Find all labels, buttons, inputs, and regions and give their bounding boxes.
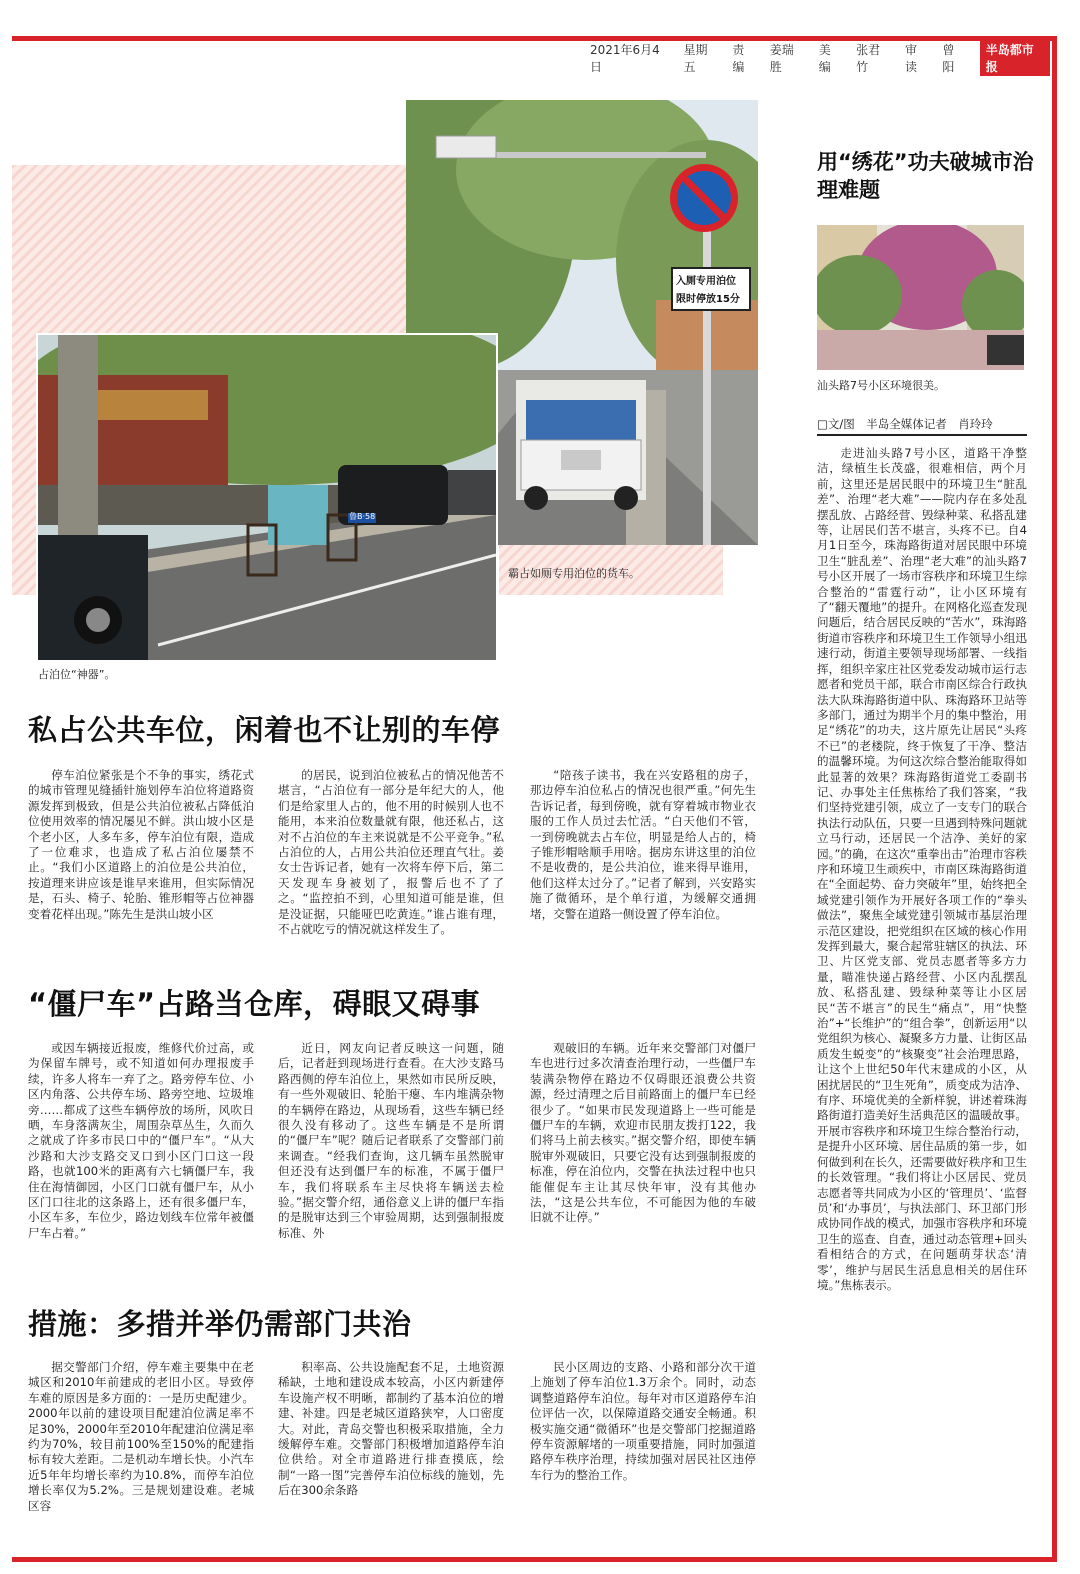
photo-parking-occupied — [36, 333, 498, 662]
section3-headline: 措施：多措并举仍需部门共治 — [28, 1307, 412, 1341]
sidebar-byline: □文/图 半岛全媒体记者 肖玲玲 — [817, 416, 1027, 436]
caption-neighborhood: 汕头路7号小区环境很美。 — [817, 379, 945, 392]
sidebar-body-text: 走进汕头路7号小区，道路干净整洁，绿植生长茂盛，很难相信，两个月前，这里还是居民眼中的环境卫生“脏乱差”、治理“老大难”——院内存在多处乱摆乱放、占路经营、毁绿种菜、私搭乱建等，让居民们苦不堪言，头疼不已。自4月1日至今，珠海路街道对居民眼中环境卫生“脏乱差”、治理“老大难”的汕头路7号小区开展了一场市容秩序和环境卫生综合整治的“雷霆行动”，让小区环境有了“翻天覆地”的提升。在网格化巡查发现问题后，结合居民反映的“苦水”，珠海路街道市容秩序和环境卫生工作领导小组迅速行动，街道主要领导现场部署、一线指挥，组织辛家庄社区党委发动城市运行志愿者和党员干部，联合市南区综合行政执法大队珠海路街道中队、珠海路环卫站等多部门，通过为期半个月的集中整治，用足“绣花”的功夫，这片原先让居民“头疼不已”的老楼院，终于恢复了干净、整洁的温馨环境。为何这次综合整治能取得如此显著的效果？珠海路街道党工委副书记、办事处主任焦栋给了我们答案，“我们坚持党建引领，成立了一支专门的联合执法行动队伍，只要一旦遇到特殊问题就立马行动，还居民一个洁净、美好的家园。”的确，在这次“重拳出击”治理市容秩序和环境卫生顽疾中，市南区珠海路街道在“全面起势、奋力突破年”里，始终把全域党建引领作为开展好各项工作的“拳头做法”，聚焦全域党建引领城市基层治理示范区建设，把党组织在区域的核心作用发挥到最大，聚合起常驻辖区的执法、环卫、片区党支部、党员志愿者等多方力量，瞄准快递占路经营、小区内乱摆乱放、私搭乱建、毁绿种菜等让小区居民“苦不堪言”的民生“痛点”，用“快整治”+“长维护”的“组合拳”，创新运用“以党组织为核心、凝聚多方力量、让街区品质发生蜕变”的“核聚变”社会治理思路，让这个上世纪50年代末建成的小区，从困扰居民的“卫生死角”，质变成为洁净、有序、环境优美的全新样貌，讲述着珠海路街道打造美好生活典范区的温暖故事。开展市容秩序和环境卫生综合整治行动，是提升小区环境、居住品质的第一步，如何做到利在长久，还需要做好秩序和卫生的长效管理。“我们将让小区居民、党员志愿者等共同成为小区的‘管理员’、‘监督员’和‘办事员’，与执法部门、环卫部门形成协同作战的模式，加强市容秩序和环境卫生的巡查、自查，通过动态管理+回头看相结合的方式，在问题萌芽状态‘清零’，维护与居民生活息息相关的居住环境。”焦栋表示。 — [817, 446, 1027, 1292]
sidebar-title: 用“绣花”功夫破城市治理难题 — [817, 150, 1034, 202]
section1-col2-text: 的居民，说到泊位被私占的情况他苦不堪言，“占泊位有一部分是年纪大的人，他们是给家里人占的，他不用的时候别人也不能用，本来泊位数量就有限，他还私占，这对不占泊位的车主来说就是不公平竞争。”私占泊位的人，占用公共泊位还理直气壮。姜女士告诉记者，她有一次将车停下后，第二天发现车身被划了，报警后也不了了之。“监控拍不到，心里知道可能是谁，但是没证据，只能哑巴吃黄连。”谁占谁有理，不占就吃亏的情况就这样发生了。 — [278, 768, 504, 937]
section3-col3-text: 民小区周边的支路、小路和部分次干道上施划了停车泊位1.3万余个。同时，动态调整道路停车泊位。每年对市区道路停车泊位评估一次，以保障道路交通安全畅通。积极实施交通“微循环”也是交警部门挖掘道路停车资源解堵的一项重要措施，同时加强道路停车秩序治理，持续加强对居民社区违停车行为的整治工作。 — [530, 1360, 756, 1482]
issue-date: 2021年6月4日 — [589, 43, 660, 74]
section2-col1-text: 或因车辆接近报废，维修代价过高，或为保留车牌号，或不知道如何办理报废手续，许多人将车一弃了之。路旁停车位、小区内角落、公共停车场、路旁空地、垃圾堆旁……都成了这些车辆停放的场所，风吹日晒，车身落满灰尘，周围杂草丛生，久而久之就成了许多市民口中的“僵尸车”。“从大沙路和大沙支路交叉口到小区门口这一段路，也就100米的距离有六七辆僵尸车，我住在海情御园，小区门口就有僵尸车，从小区门口往北的这条路上，还有很多僵尸车，小区车多，车位少，路边划线车位常年被僵尸车占着。” — [28, 1041, 254, 1240]
paper-logo: 半岛都市报 — [980, 40, 1050, 76]
section1-col1 — [28, 768, 254, 948]
editor-label: 责编 — [732, 43, 745, 74]
caption-truck: 霸占如厕专用泊位的货车。 — [508, 567, 640, 580]
design-label: 美编 — [818, 43, 831, 74]
parking-sign-line1: 入厕专用泊位 — [676, 276, 736, 287]
section2-col3 — [530, 1041, 756, 1273]
section1-col3-text: “陪孩子读书，我在兴安路租的房子，那边停车泊位私占的情况也很严重。”何先生告诉记者，每到傍晚，就有穿着城市物业衣服的工作人员过去忙活。“白天他们不管，一到傍晚就去占车位，明显是给人占的，椅子锥形帽啥顺手用啥。据房东讲这里的泊位不是收费的，是公共泊位，谁来得早谁用，他们这样太过分了。”记者了解到，兴安路实施了微循环，是个单行道，为缓解交通拥堵，交警在道路一侧设置了停车泊位。 — [530, 768, 756, 921]
masthead — [589, 43, 1050, 74]
section1-col2 — [278, 768, 504, 948]
review-label: 审读 — [905, 43, 918, 74]
section3-col2 — [278, 1360, 504, 1548]
section1-col1-text: 停车泊位紧张是个不争的事实，绣花式的城市管理见缝插针施划停车泊位将道路资源发挥到极致，但是公共泊位被私占降低泊位使用效率的情况屡见不鲜。洪山坡小区是个老小区，人多车多，停车泊位有限，造成了一位难求，也造成了私占泊位屡禁不止。“我们小区道路上的泊位是公共泊位，按道理来讲应该是谁早来谁用，但实际情况是，石头、椅子、轮胎、锥形帽等占位神器变着花样出现。”陈先生是洪山坡小区 — [28, 768, 254, 921]
reviewer-name: 曾阳 — [942, 43, 955, 74]
photo-neighborhood — [817, 225, 1024, 370]
parking-sign-line2: 限时停放15分 — [676, 294, 740, 305]
top-frame-rule — [12, 36, 1056, 41]
section2-col2 — [278, 1041, 504, 1273]
photo-street-illustration — [38, 335, 496, 660]
section2-col1 — [28, 1041, 254, 1273]
photo-neighborhood-illustration — [817, 225, 1024, 370]
issue-weekday: 星期五 — [683, 43, 708, 74]
section1-headline: 私占公共车位，闲着也不让别的车停 — [28, 713, 501, 747]
section2-col2-text: 近日，网友向记者反映这一问题，随后，记者赶到现场进行查看。在大沙支路马路西侧的停车泊位上，果然如市民所反映，有一些外观破旧、轮胎干瘪、车内堆满杂物的车辆停在路边，从现场看，这些车辆已经很久没有移动了。这些车辆是不是所谓的“僵尸车”呢？随后记者联系了交警部门前来调查。“经我们查询，这几辆车虽然脱审但还没有达到僵尸车的标准，不属于僵尸车，我们将联系车主尽快将车辆送去检验。”据交警介绍，通俗意义上讲的僵尸车指的是脱审达到三个审验周期，达到强制报废标准、外 — [278, 1041, 504, 1240]
plate-text: 鲁B·58 — [349, 512, 376, 521]
section3-col1 — [28, 1360, 254, 1548]
section1-col3 — [530, 768, 756, 948]
section3-col1-text: 据交警部门介绍，停车难主要集中在老城区和2010年前建成的老旧小区。导致停车难的原因是多方面的：一是历史配建少。2000年以前的建设项目配建泊位满足率不足30%，2000年至2010年配建泊位满足率约为70%，较目前100%至150%的配建指标有较大差距。二是机动车增长快。小汽车近5年年均增长率约为10.8%，而停车泊位增长率仅为5.2%。三是规划建设难。老城区容 — [28, 1360, 254, 1513]
bottom-frame-rule — [12, 1557, 1057, 1562]
section2-col3-text: 观破旧的车辆。近年来交警部门对僵尸车也进行过多次清查治理行动，一些僵尸车装满杂物停在路边不仅碍眼还浪费公共资源，经过清理之后目前路面上的僵尸车已经很少了。“如果市民发现道路上一些可能是僵尸车的车辆，欢迎市民朋友拨打122，我们将马上前去核实。”据交警介绍，即使车辆脱审外观破旧，只要它没有达到强制报废的标准，停在泊位内，交警在执法过程中也只能催促车主让其尽快年审，没有其他办法，“这是公共车位，不可能因为他的车破旧就不让停。” — [530, 1041, 756, 1225]
right-frame-rule — [1052, 36, 1057, 1562]
sidebar-body — [817, 446, 1027, 1552]
section3-col3 — [530, 1360, 756, 1548]
section2-headline: “僵尸车”占路当仓库，碍眼又碍事 — [28, 987, 481, 1021]
designer-name: 张君竹 — [856, 43, 881, 74]
section3-col2-text: 积率高、公共设施配套不足，土地资源稀缺，土地和建设成本较高，小区内新建停车设施产权不明晰，都制约了基本泊位的增建、补建。四是老城区道路狭窄，人口密度大。对此，青岛交警也积极采取措施，全力缓解停车难。交警部门积极增加道路停车泊位供给。对全市道路进行排查摸底，绘制“一路一图”完善停车泊位标线的施划，先后在300余条路 — [278, 1360, 504, 1498]
editor-name: 姜瑞胜 — [769, 43, 794, 74]
caption-occupier: 占泊位“神器”。 — [38, 668, 116, 681]
